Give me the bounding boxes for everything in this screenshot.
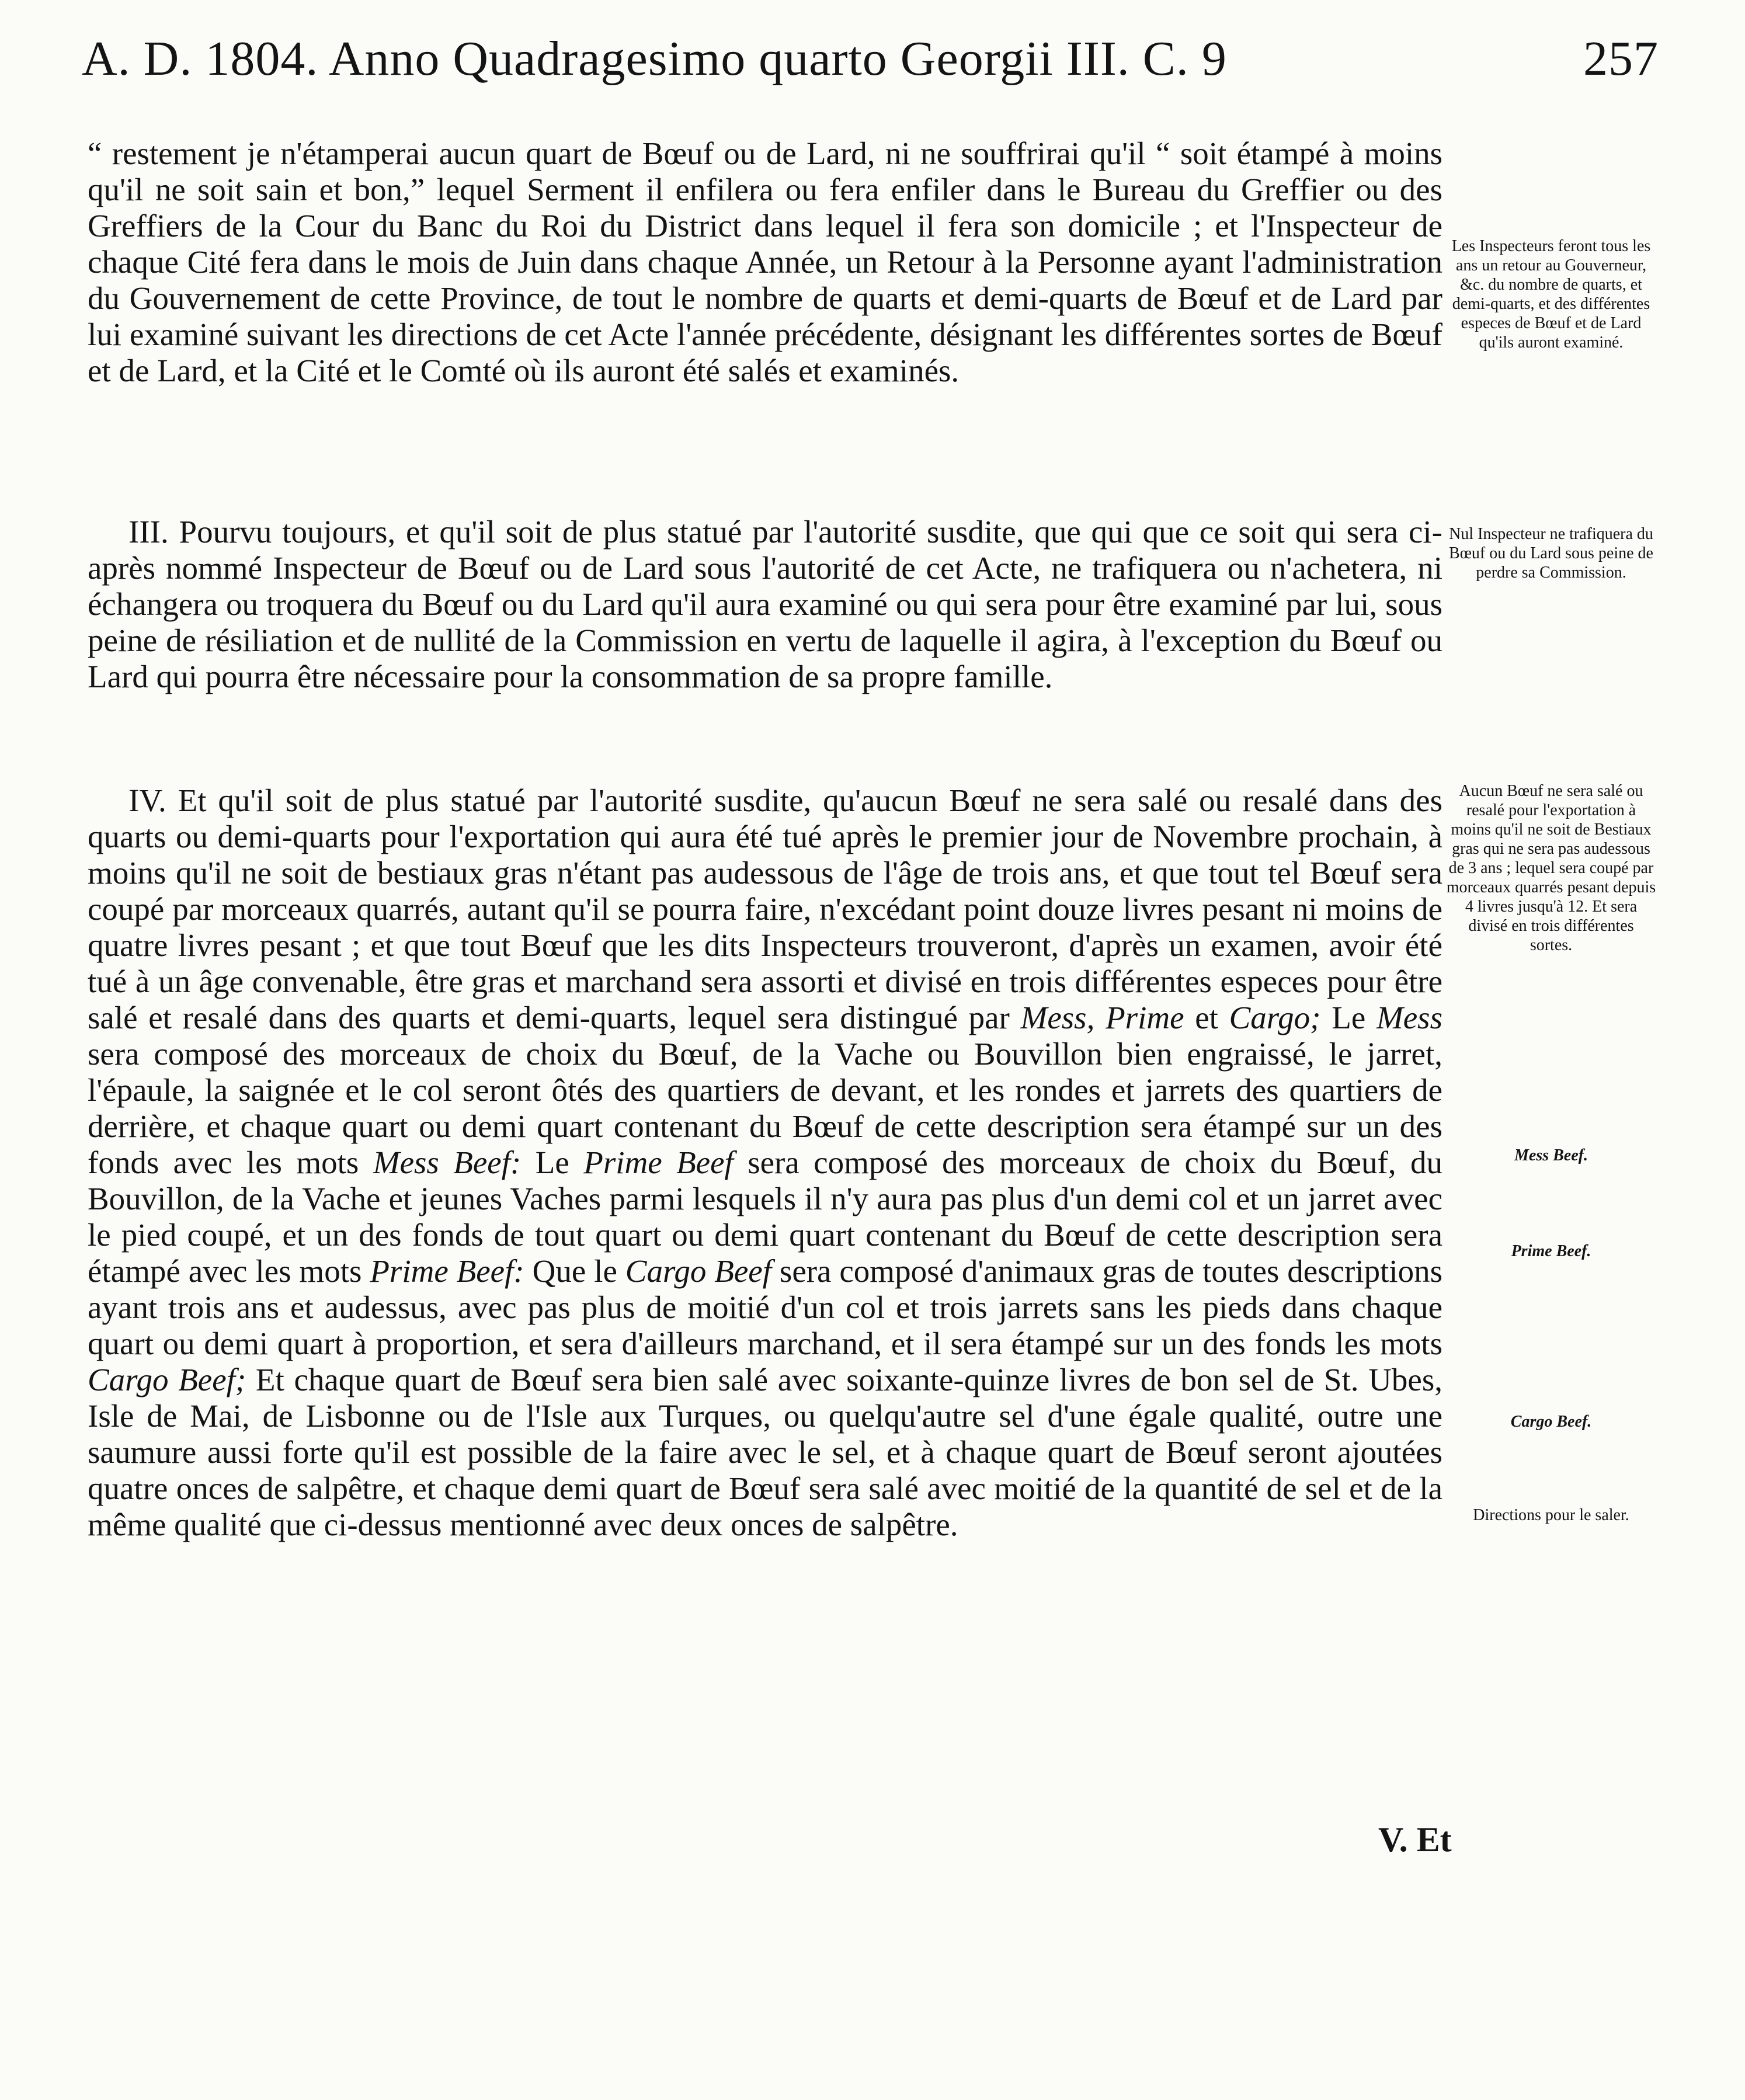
- running-header: [82, 30, 1659, 95]
- italic-term: Prime Beef: [583, 1145, 734, 1180]
- italic-term: Mess Beef:: [373, 1145, 522, 1180]
- text-run: sera composé des morceaux de choix du Bœuf, de la Vache ou Bouvillon bien engraissé, le jarret, l'épaule, la saignée et le col seront ôtés des quartiers de devant, et les rondes et jarrets des quartiers de derrière, et chaque quart ou demi quart contenant du Bœuf de cette description sera étampé sur un des fonds avec les mots: [88, 1036, 1442, 1180]
- text-run: Le: [1332, 1000, 1366, 1035]
- section-iii-text: [88, 514, 1442, 695]
- text-run: sera composé des morceaux de choix du Bœuf, du Bouvillon, de la Vache et jeunes Vaches parmi lesquels il n'y aura pas plus d'un demi col et un jarret avec le pied coupé, et un des fonds de tout quart ou demi quart contenant du Bœuf de cette description sera étampé avec les mots: [88, 1145, 1443, 1289]
- italic-term: Mess: [1376, 1000, 1442, 1035]
- text-run: Que le: [532, 1253, 617, 1289]
- section-body: Pourvu toujours, et qu'il soit de plus statué par l'autorité susdite, que qui que ce soit qui sera ci-après nommé Inspecteur de Bœuf ou de Lard sous l'autorité de cet Acte, ne trafiquera ou n'achetera, ni échangera ou troquera du Bœuf ou du Lard qu'il aura examiné ou qui sera pour être examiné par lui, sous peine de résiliation et de nullité de la Commission en vertu de laquelle il agira, à l'exception du Bœuf ou Lard qui pourra être nécessaire pour la consommation de sa propre famille.: [88, 514, 1442, 694]
- page-number: 257: [1583, 32, 1659, 86]
- italic-term: Cargo Beef: [625, 1253, 771, 1289]
- marginal-note-mess-beef: Mess Beef.: [1514, 1146, 1588, 1164]
- italic-term: Mess,: [1020, 1000, 1095, 1035]
- text-run: Le: [535, 1145, 569, 1180]
- section-iv: [88, 783, 1442, 1543]
- text-run: Et chaque quart de Bœuf sera bien salé avec soixante-quinze livres de bon sel de St. Ubes, Isle de Mai, de Lisbonne ou de l'Isle aux Turques, ou quelqu'autre sel d'une égale qualité, outre une saumure aussi forte qu'il est possible de la faire avec le sel, et à chaque quart de Bœuf seront ajoutées quatre onces de salpêtre, et chaque demi quart de Bœuf sera salé avec moitié de la quantité de sel et de la même qualité que ci-dessus mentionné avec deux onces de salpêtre.: [88, 1362, 1442, 1542]
- section-number: III.: [128, 514, 169, 550]
- marginal-note-cargo-beef: Cargo Beef.: [1510, 1413, 1592, 1431]
- text-run: Et qu'il soit de plus statué par l'autorité susdite, qu'aucun Bœuf ne sera salé ou resalé dans des quarts ou demi-quarts pour l'exportation qui aura été tué après le premier jour de Novembre prochain, à moins qu'il ne soit de bestiaux gras n'étant pas audessous de l'âge de trois ans, et que tout tel Bœuf sera coupé par morceaux quarrés, autant qu'il se pourra faire, n'excédant point douze livres pesant ni moins de quatre livres pesant ; et que tout Bœuf que les dits Inspecteurs trouveront, d'après un examen, avoir été tué à un âge convenable, être gras et marchand sera assorti et divisé en trois différentes especes pour être salé et resalé dans des quarts et demi-quarts, lequel sera distingué par: [88, 783, 1442, 1035]
- paragraph-continued: [88, 135, 1442, 389]
- section-iii: [88, 514, 1442, 695]
- section-number: IV.: [128, 783, 166, 818]
- catchword: V. Et: [1378, 1820, 1452, 1859]
- italic-term: Cargo Beef;: [88, 1362, 246, 1397]
- marginal-note-salting: Directions pour le saler.: [1473, 1506, 1629, 1524]
- marginal-note-prime-beef: Prime Beef.: [1511, 1242, 1591, 1260]
- text-run: et: [1195, 1000, 1218, 1035]
- italic-term: Prime Beef:: [370, 1253, 524, 1289]
- italic-term: Prime: [1106, 1000, 1184, 1035]
- section-iv-text: [88, 783, 1442, 1543]
- italic-term: Cargo;: [1229, 1000, 1321, 1035]
- text-run: sera composé d'animaux gras de toutes descriptions ayant trois ans et audessus, avec pas plus de moitié d'un col et trois jarrets sans les pieds dans chaque quart ou demi quart à proportion, et sera d'ailleurs marchand, et il sera étampé sur un des fonds les mots: [88, 1253, 1443, 1361]
- marginal-note-returns: Les Inspecteurs feront tous les ans un retour au Gouverneur, &c. du nombre de quarts, et demi-quarts, et des différentes especes de Bœuf et de Lard qu'ils auront examiné.: [1451, 237, 1651, 352]
- paragraph-text: “ restement je n'étamperai aucun quart de Bœuf ou de Lard, ni ne souffrirai qu'il “ soit étampé à moins qu'il ne soit sain et bon,” lequel Serment il enfilera ou fera enfiler dans le Bureau du Greffier ou des Greffiers de la Cour du Banc du Roi du District dans lequel il fera son domicile ; et l'Inspecteur de chaque Cité fera dans le mois de Juin dans chaque Année, un Retour à la Personne ayant l'administration du Gouvernement de cette Province, de tout le nombre de quarts et demi-quarts de Bœuf et de Lard par lui examiné suivant les directions de cet Acte l'année précédente, désignant les différentes sortes de Bœuf et de Lard, et la Cité et le Comté où ils auront été salés et examinés.: [88, 135, 1442, 388]
- marginal-note-no-trading: Nul Inspecteur ne trafiquera du Bœuf ou du Lard sous peine de perdre sa Commission.: [1449, 525, 1653, 582]
- header-title: A. D. 1804. Anno Quadragesimo quarto Georgii III. C. 9: [82, 32, 1227, 86]
- marginal-note-beef-rules: Aucun Bœuf ne sera salé ou resalé pour l'exportation à moins qu'il ne soit de Bestiaux gras qui ne sera pas audessous de 3 ans ; lequel sera coupé par morceaux quarrés pesant depuis 4 livres jusqu'à 12. Et sera divisé en trois différentes sortes.: [1446, 782, 1656, 954]
